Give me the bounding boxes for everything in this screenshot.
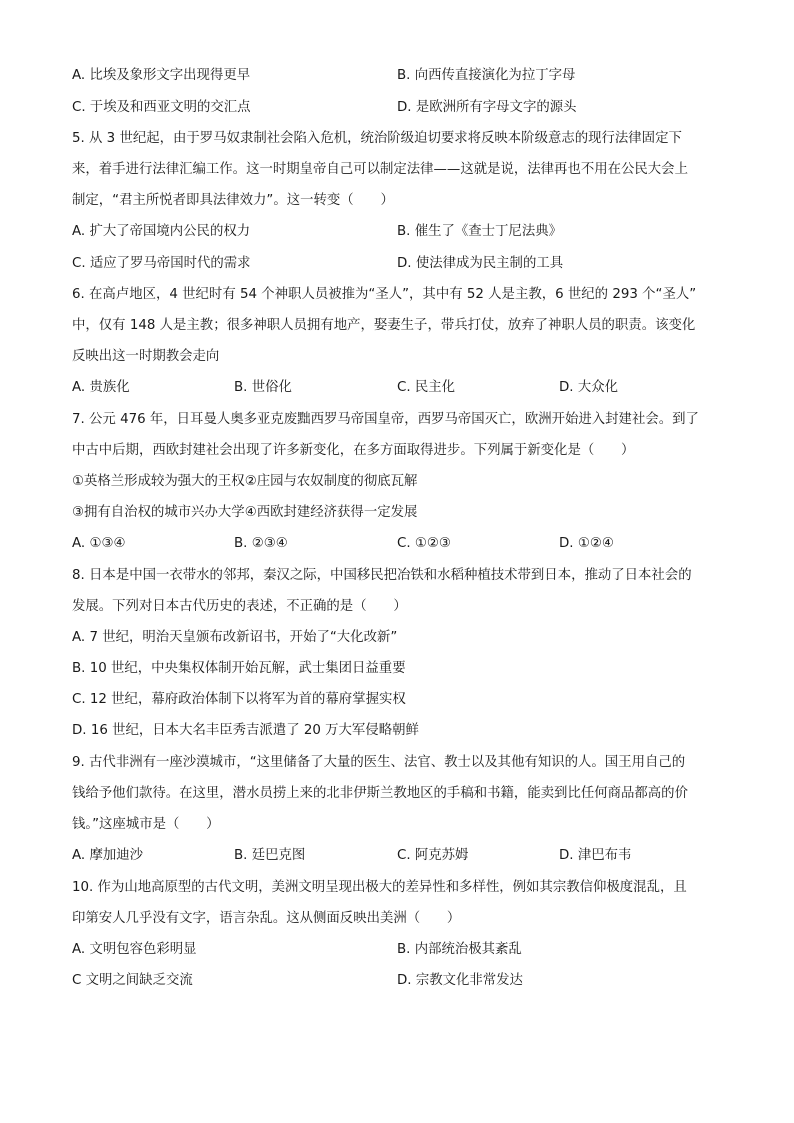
q7-option-d: D. ①②④ <box>559 536 614 551</box>
q8-stem-line-2: 发展。下列对日本古代历史的表述，不正确的是（ ） <box>72 599 407 614</box>
q9-option-d: D. 津巴布韦 <box>559 848 632 863</box>
q5-stem-line-1: 5. 从 3 世纪起，由于罗马奴隶制社会陷入危机，统治阶级迫切要求将反映本阶级意志的现行法律固定下 <box>72 131 682 146</box>
q9-option-a: A. 摩加迪沙 <box>72 848 143 863</box>
q9-stem-line-3: 钱。”这座城市是（ ） <box>72 817 220 832</box>
q5-option-b: B. 催生了《查士丁尼法典》 <box>397 224 562 239</box>
q5-option-c: C. 适应了罗马帝国时代的需求 <box>72 256 251 271</box>
q6-option-c: C. 民主化 <box>397 380 456 395</box>
q7-stem-line-1: 7. 公元 476 年，日耳曼人奥多亚克废黜西罗马帝国皇帝，西罗马帝国灭亡，欧洲开始进入封建社会。到了 <box>72 412 699 427</box>
q4-option-a: A. 比埃及象形文字出现得更早 <box>72 68 251 83</box>
q9-option-b: B. 廷巴克图 <box>234 848 306 863</box>
q10-option-d: D. 宗教文化非常发达 <box>397 973 523 988</box>
q7-stem-line-2: 中古中后期，西欧封建社会出现了许多新变化，在多方面取得进步。下列属于新变化是（ ） <box>72 443 635 458</box>
q7-option-b: B. ②③④ <box>234 536 288 551</box>
q7-item-line-2: ③拥有自治权的城市兴办大学④西欧封建经济获得一定发展 <box>72 505 418 520</box>
q6-option-d: D. 大众化 <box>559 380 618 395</box>
q10-stem-line-2: 印第安人几乎没有文字，语言杂乱。这从侧面反映出美洲（ ） <box>72 911 461 926</box>
q9-stem-line-2: 钱给予他们款待。在这里，潜水员捞上来的北非伊斯兰教地区的手稿和书籍，能卖到比任何商品都高的价 <box>72 786 688 801</box>
q7-item-line-1: ①英格兰形成较为强大的王权②庄园与农奴制度的彻底瓦解 <box>72 474 418 489</box>
q8-option-c: C. 12 世纪，幕府政治体制下以将军为首的幕府掌握实权 <box>72 692 406 707</box>
q9-option-c: C. 阿克苏姆 <box>397 848 469 863</box>
q10-stem-line-1: 10. 作为山地高原型的古代文明，美洲文明呈现出极大的差异性和多样性，例如其宗教信仰极度混乱，且 <box>72 880 687 895</box>
q10-option-b: B. 内部统治极其紊乱 <box>397 942 522 957</box>
q10-option-c: C 文明之间缺乏交流 <box>72 973 193 988</box>
q6-stem-line-3: 反映出这一时期教会走向 <box>72 349 220 364</box>
q8-option-b: B. 10 世纪，中央集权体制开始瓦解，武士集团日益重要 <box>72 661 406 676</box>
q6-option-a: A. 贵族化 <box>72 380 130 395</box>
q8-stem-line-1: 8. 日本是中国一衣带水的邻邦，秦汉之际，中国移民把冶铁和水稻种植技术带到日本，推动了日本社会的 <box>72 568 692 583</box>
q6-stem-line-1: 6. 在高卢地区，4 世纪时有 54 个神职人员被推为“圣人”，其中有 52 人是主教，6 世纪的 293 个“圣人” <box>72 287 697 302</box>
q4-option-c: C. 于埃及和西亚文明的交汇点 <box>72 100 251 115</box>
q8-option-a: A. 7 世纪，明治天皇颁布改新诏书，开始了“大化改新” <box>72 630 398 645</box>
q7-option-c: C. ①②③ <box>397 536 451 551</box>
q5-option-a: A. 扩大了帝国境内公民的权力 <box>72 224 251 239</box>
q8-option-d: D. 16 世纪，日本大名丰臣秀吉派遣了 20 万大军侵略朝鲜 <box>72 723 419 738</box>
q7-option-a: A. ①③④ <box>72 536 126 551</box>
q4-option-d: D. 是欧洲所有字母文字的源头 <box>397 100 577 115</box>
q4-option-b: B. 向西传直接演化为拉丁字母 <box>397 68 576 83</box>
q6-stem-line-2: 中，仅有 148 人是主教；很多神职人员拥有地产，娶妻生子，带兵打仗，放弃了神职人员的职责。该变化 <box>72 318 696 333</box>
q5-option-d: D. 使法律成为民主制的工具 <box>397 256 564 271</box>
q6-option-b: B. 世俗化 <box>234 380 292 395</box>
q9-stem-line-1: 9. 古代非洲有一座沙漠城市，“这里储备了大量的医生、法官、教士以及其他有知识的人。国王用自己的 <box>72 755 686 770</box>
q5-stem-line-3: 制定，“君主所悦者即具法律效力”。这一转变（ ） <box>72 193 394 208</box>
q10-option-a: A. 文明包容色彩明显 <box>72 942 197 957</box>
q5-stem-line-2: 来，着手进行法律汇编工作。这一时期皇帝自己可以制定法律——这就是说，法律再也不用在公民大会上 <box>72 162 688 177</box>
